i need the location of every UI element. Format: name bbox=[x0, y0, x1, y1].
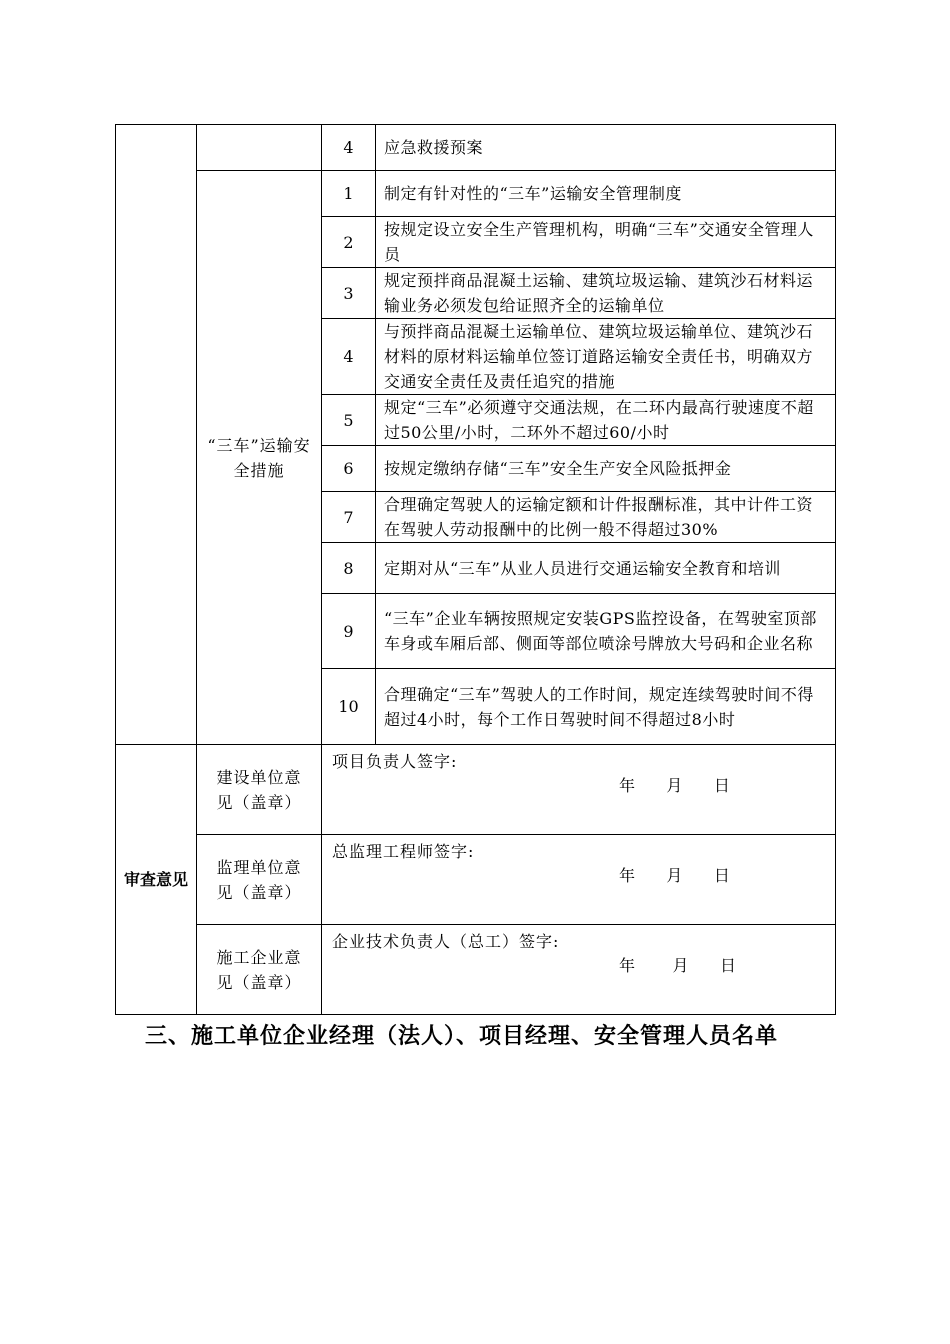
table-row bbox=[116, 125, 836, 171]
date-line: 年 月 日 bbox=[619, 956, 737, 975]
item-number: 4 bbox=[322, 319, 376, 395]
review-unit: 建设单位意见（盖章） bbox=[197, 745, 322, 835]
date-line: 年 月 日 bbox=[619, 866, 731, 885]
signature-cell bbox=[322, 745, 836, 835]
item-text: 规定预拌商品混凝土运输、建筑垃圾运输、建筑沙石材料运输业务必须发包给证照齐全的运输单位 bbox=[376, 268, 836, 319]
item-number: 10 bbox=[322, 669, 376, 745]
item-number: 9 bbox=[322, 594, 376, 669]
table-row bbox=[116, 171, 836, 217]
date-line: 年 月 日 bbox=[619, 776, 731, 795]
safety-measures-table bbox=[115, 124, 836, 1015]
item-number: 5 bbox=[322, 395, 376, 446]
item-number: 7 bbox=[322, 492, 376, 543]
blank-left-cell bbox=[116, 125, 197, 745]
blank-category-cell bbox=[197, 125, 322, 171]
item-text: 与预拌商品混凝土运输单位、建筑垃圾运输单位、建筑沙石材料的原材料运输单位签订道路运输安全责任书，明确双方交通安全责任及责任追究的措施 bbox=[376, 319, 836, 395]
item-number: 1 bbox=[322, 171, 376, 217]
item-text: 定期对从“三车”从业人员进行交通运输安全教育和培训 bbox=[376, 543, 836, 594]
signature-cell bbox=[322, 925, 836, 1015]
review-row bbox=[116, 835, 836, 925]
review-row bbox=[116, 745, 836, 835]
item-text: 按规定缴纳存储“三车”安全生产安全风险抵押金 bbox=[376, 446, 836, 492]
item-text: 规定“三车”必须遵守交通法规，在二环内最高行驶速度不超过50公里/小时，二环外不超过60/小时 bbox=[376, 395, 836, 446]
review-row bbox=[116, 925, 836, 1015]
review-unit: 监理单位意见（盖章） bbox=[197, 835, 322, 925]
item-text: 合理确定驾驶人的运输定额和计件报酬标准，其中计件工资在驾驶人劳动报酬中的比例一般不得超过30% bbox=[376, 492, 836, 543]
signature-cell bbox=[322, 835, 836, 925]
item-number: 6 bbox=[322, 446, 376, 492]
item-text: 制定有针对性的“三车”运输安全管理制度 bbox=[376, 171, 836, 217]
item-text: 合理确定“三车”驾驶人的工作时间，规定连续驾驶时间不得超过4小时，每个工作日驾驶时间不得超过8小时 bbox=[376, 669, 836, 745]
signature-label: 总监理工程师签字: bbox=[332, 842, 475, 861]
item-number: 4 bbox=[322, 125, 376, 171]
item-number: 8 bbox=[322, 543, 376, 594]
section-heading: 三、施工单位企业经理（法人）、项目经理、安全管理人员名单 bbox=[145, 1024, 779, 1049]
item-text: “三车”企业车辆按照规定安装GPS监控设备，在驾驶室顶部车身或车厢后部、侧面等部位喷涂号牌放大号码和企业名称 bbox=[376, 594, 836, 669]
category-cell: “三车”运输安全措施 bbox=[197, 171, 322, 745]
item-text: 按规定设立安全生产管理机构，明确“三车”交通安全管理人员 bbox=[376, 217, 836, 268]
signature-label: 项目负责人签字: bbox=[332, 752, 458, 771]
item-number: 2 bbox=[322, 217, 376, 268]
item-text: 应急救援预案 bbox=[376, 125, 836, 171]
review-unit: 施工企业意见（盖章） bbox=[197, 925, 322, 1015]
signature-label: 企业技术负责人（总工）签字: bbox=[332, 932, 560, 951]
item-number: 3 bbox=[322, 268, 376, 319]
review-label: 审查意见 bbox=[116, 745, 197, 1015]
